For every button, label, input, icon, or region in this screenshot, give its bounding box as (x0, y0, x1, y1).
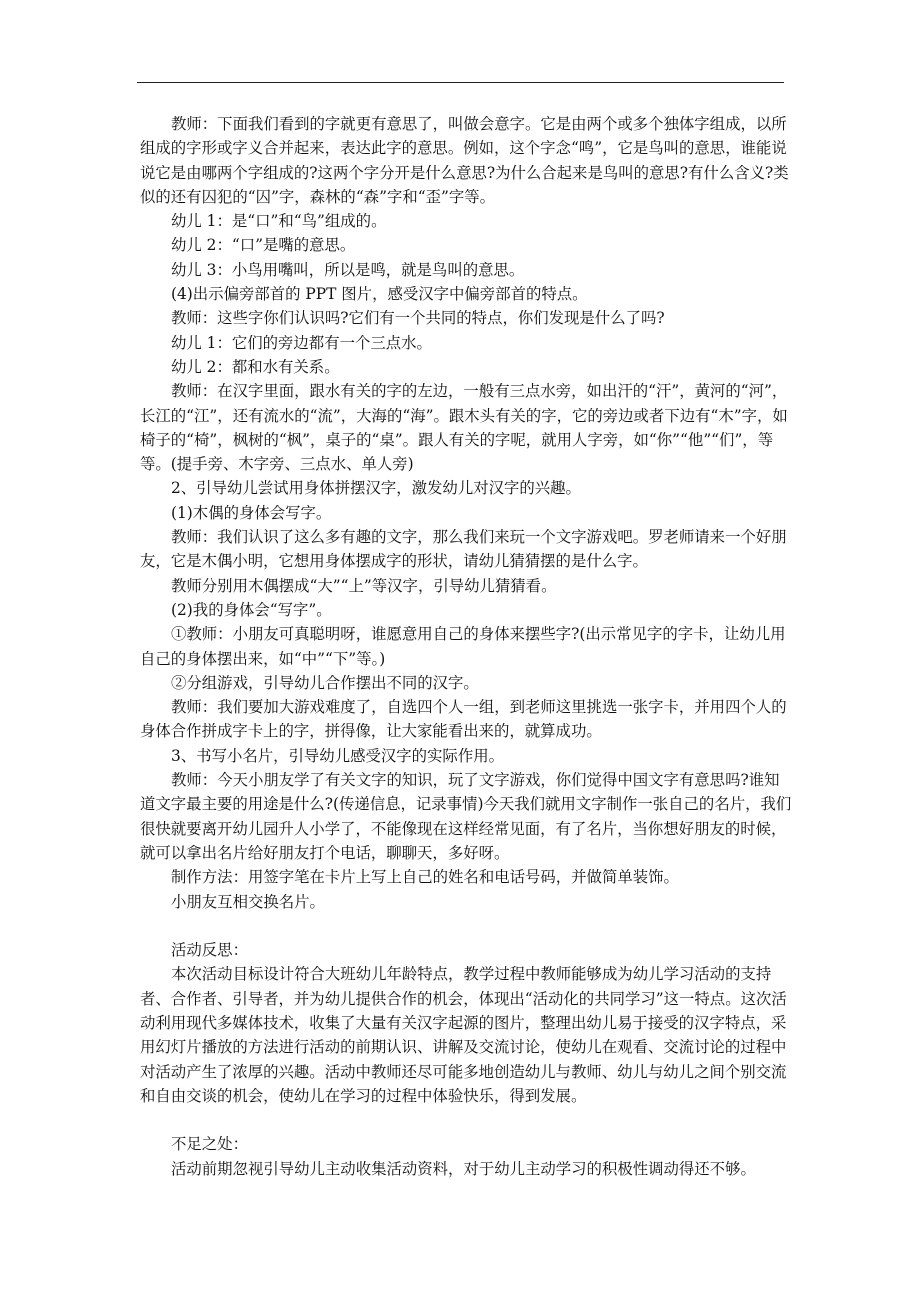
paragraph: 教师：这些字你们认识吗?它们有一个共同的特点，你们发现是什么了吗? (171, 309, 665, 328)
paragraph: 幼儿 3：小鸟用嘴叫，所以是鸣，就是鸟叫的意思。 (171, 260, 525, 279)
paragraph: 幼儿 1：是“口”和“鸟”组成的。 (171, 212, 387, 231)
reflection-heading: 活动反思： (171, 941, 248, 960)
paragraph: (2)我的身体会“写字”。 (171, 600, 332, 619)
reflection-body: 本次活动目标设计符合大班幼儿年龄特点，教学过程中教师能够成为幼儿学习活动的支持者、合作者、引导者，并为幼儿提供合作的机会，体现出“活动化的共同学习”这一特点。这次活动利用现代多媒体技术，收集了大量有关汉字起源的图片，整理出幼儿易于接受的汉字特点，采用幻灯片播放的方法进行活动的前期认识、讲解及交流讨论，使幼儿在观看、交流讨论的过程中对活动产生了浓厚的兴趣。活动中教师还尽可能多地创造幼儿与教师、幼儿与幼儿之间个别交流和自由交谈的机会，使幼儿在学习的过程中体验快乐，得到发展。 (140, 965, 787, 1105)
shortcoming-heading: 不足之处： (171, 1135, 248, 1154)
paragraph: 教师：我们要加大游戏难度了，自选四个人一组，到老师这里挑选一张字卡，并用四个人的身体合作拼成字卡上的字，拼得像，让大家能看出来的，就算成功。 (140, 698, 787, 741)
paragraph: 3、书写小名片，引导幼儿感受汉字的实际作用。 (171, 746, 504, 765)
paragraph: 教师：我们认识了这么多有趣的文字，那么我们来玩一个文字游戏吧。罗老师请来一个好朋友，它是木偶小明，它想用身体摆成字的形状，请幼儿猜猜摆的是什么字。 (140, 528, 787, 571)
paragraph: (1)木偶的身体会写字。 (171, 503, 332, 522)
paragraph: 2、引导幼儿尝试用身体拼摆汉字，激发幼儿对汉字的兴趣。 (171, 479, 581, 498)
paragraph: ①教师：小朋友可真聪明呀，谁愿意用自己的身体来摆些字?(出示常见字的字卡，让幼儿用自己的身体摆出来，如“中”“下”等。) (140, 625, 786, 668)
paragraph: (4)出示偏旁部首的 PPT 图片，感受汉字中偏旁部首的特点。 (171, 285, 588, 304)
shortcoming-body: 活动前期忽视引导幼儿主动收集活动资料，对于幼儿主动学习的积极性调动得还不够。 (171, 1159, 756, 1178)
spacer (140, 1108, 792, 1132)
paragraph: 制作方法：用签字笔在卡片上写上自己的姓名和电话号码，并做简单装饰。 (171, 868, 679, 887)
paragraph: 教师分别用木偶摆成“大”“上”等汉字，引导幼儿猜猜看。 (171, 576, 557, 595)
paragraph: 教师：今天小朋友学了有关文字的知识，玩了文字游戏，你们觉得中国文字有意思吗?谁知道文字最主要的用途是什么?(传递信息，记录事情)今天我们就用文字制作一张自己的名片，我们很快就要离开幼儿园升人小学了，不能像现在这样经常见面，有了名片，当你想好朋友的时候，就可以拿出名片给好朋友打个电话，聊聊天，多好呀。 (140, 771, 792, 862)
paragraph: 教师：在汉字里面，跟水有关的字的左边，一般有三点水旁，如出汗的“汗”，黄河的“河”，长江的“江”，还有流水的“流”，大海的“海”。跟木头有关的字，它的旁边或者下边有“木”字，如椅子的“椅”，枫树的“枫”，桌子的“桌”。跟人有关的字呢，就用人字旁，如“你”“他”“们”，等等。(提手旁、木字旁、三点水、单人旁) (140, 382, 788, 474)
paragraph: 教师：下面我们看到的字就更有意思了，叫做会意字。它是由两个或多个独体字组成，以所组成的字形或字义合并起来，表达此字的意思。例如，这个字念“鸣”，它是鸟叫的意思，谁能说说它是由哪两个字组成的?这两个字分开是什么意思?为什么合起来是鸟叫的意思?有什么含义?类似的还有囚犯的“囚”字，森林的“森”字和“歪”字等。 (140, 115, 789, 206)
document-body (140, 112, 792, 1181)
paragraph: 小朋友互相交换名片。 (171, 892, 325, 911)
paragraph: ②分组游戏，引导幼儿合作摆出不同的汉字。 (171, 673, 479, 692)
spacer (140, 914, 792, 938)
header-rule (137, 82, 784, 83)
paragraph: 幼儿 2：“口”是嘴的意思。 (171, 236, 356, 255)
paragraph: 幼儿 2：都和水有关系。 (171, 357, 340, 376)
paragraph: 幼儿 1：它们的旁边都有一个三点水。 (171, 333, 432, 352)
